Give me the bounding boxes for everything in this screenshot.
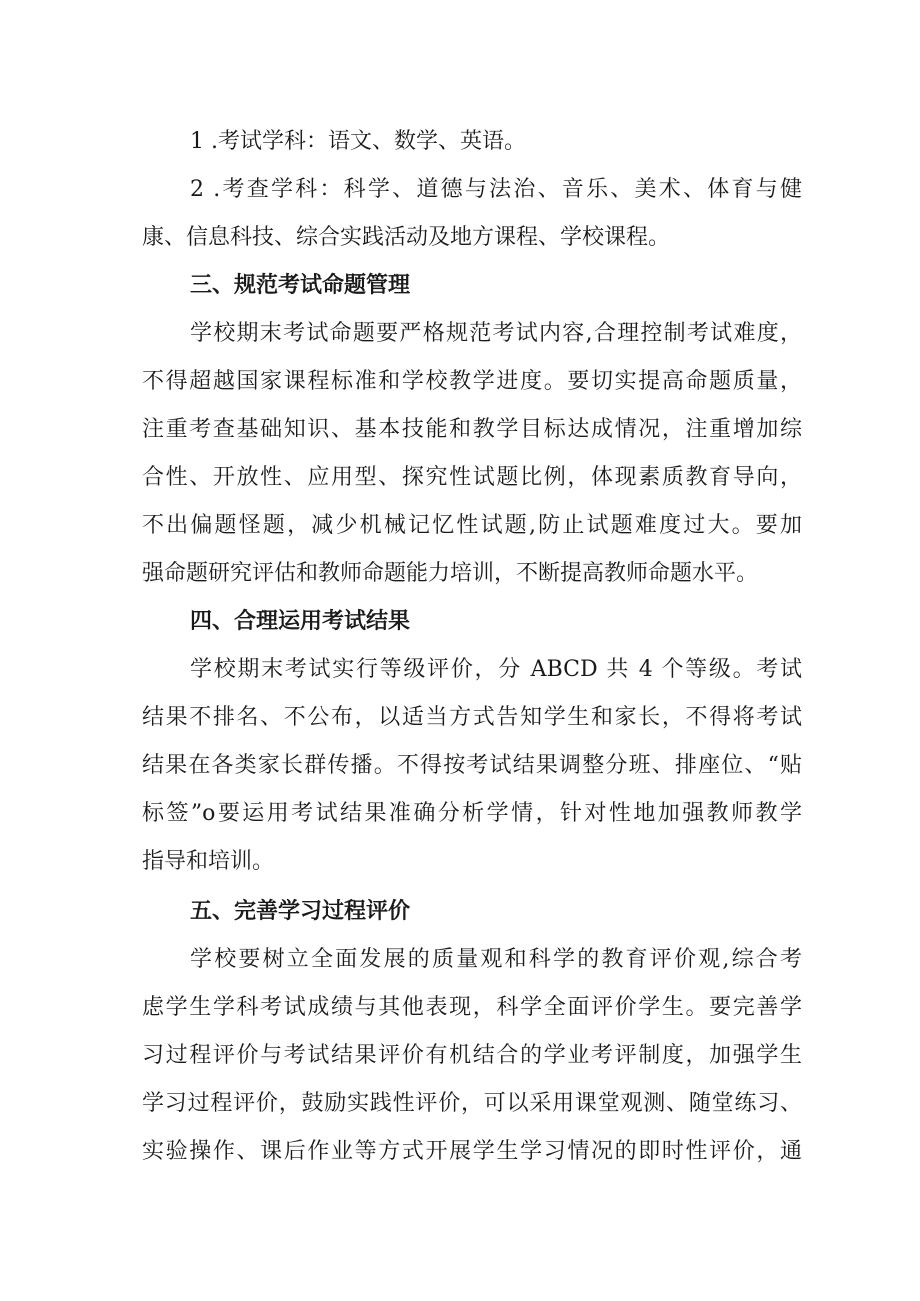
section-5-line-5: 实验操作、课后作业等方式开展学生学习情况的即时性评价，通 [142, 1139, 802, 1164]
section-5-line-4: 学习过程评价，鼓励实践性评价，可以采用课堂观测、随堂练习、 [142, 1091, 802, 1116]
section-5-heading: 五、完善学习过程评价 [190, 899, 411, 924]
section-4-line-1: 学校期末考试实行等级评价，分 ABCD 共 4 个等级。考试 [190, 657, 802, 682]
section-4-heading: 四、合理运用考试结果 [190, 609, 411, 634]
section-3-line-1: 学校期末考试命题要严格规范考试内容,合理控制考试难度， [190, 321, 802, 346]
item-1-line: 1 .考试学科：语文、数学、英语。 [190, 129, 526, 154]
section-3-line-5: 不出偏题怪题，减少机械记忆性试题,防止试题难度过大。要加 [142, 513, 802, 538]
section-3-line-6: 强命题研究评估和教师命题能力培训，不断提高教师命题水平。 [142, 561, 759, 586]
section-5-line-2: 虑学生学科考试成绩与其他表现，科学全面评价学生。要完善学 [142, 995, 802, 1020]
section-3-line-2: 不得超越国家课程标准和学校教学进度。要切实提高命题质量， [142, 369, 802, 394]
section-4-line-5: 指导和培训。 [142, 849, 275, 874]
section-3-line-3: 注重考查基础知识、基本技能和教学目标达成情况，注重增加综 [142, 417, 802, 442]
section-5-line-1: 学校要树立全面发展的质量观和科学的教育评价观,综合考 [190, 947, 802, 972]
item-2-line-1: 2 .考查学科：科学、道德与法治、音乐、美术、体育与健 [190, 177, 802, 202]
item-2-line-2: 康、信息科技、综合实践活动及地方课程、学校课程。 [142, 225, 671, 250]
section-3-heading: 三、规范考试命题管理 [190, 273, 411, 298]
section-4-line-2: 结果不排名、不公布，以适当方式告知学生和家长，不得将考试 [142, 705, 802, 730]
section-4-line-4: 标签”o要运用考试结果准确分析学情，针对性地加强教师教学 [142, 801, 802, 826]
section-4-line-3: 结果在各类家长群传播。不得按考试结果调整分班、排座位、“贴 [142, 753, 802, 778]
section-3-line-4: 合性、开放性、应用型、探究性试题比例，体现素质教育导向， [142, 465, 802, 490]
section-5-line-3: 习过程评价与考试结果评价有机结合的学业考评制度，加强学生 [142, 1043, 802, 1068]
